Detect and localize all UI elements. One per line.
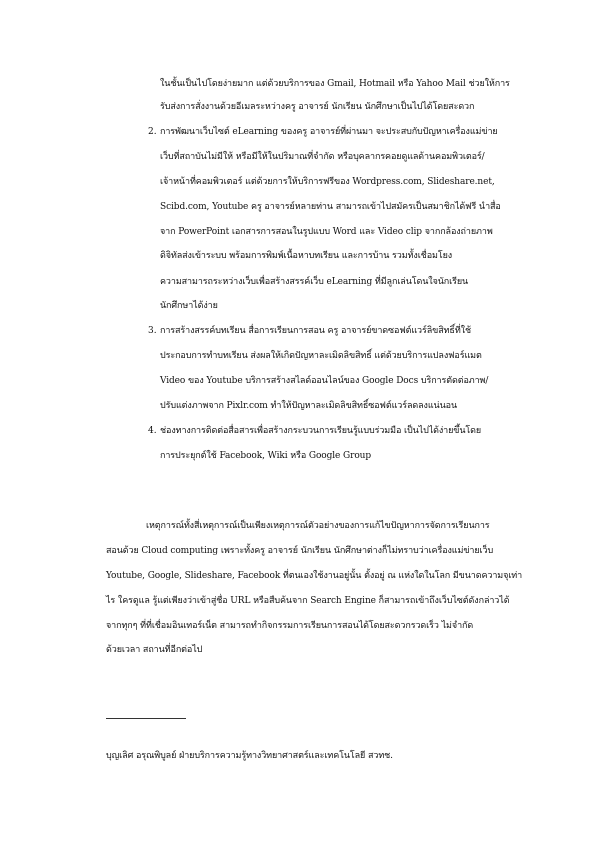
paragraph-line: จากทุกๆ ที่ที่เชื่อมอินเทอร์เน็ต สามารถทำกิจกรรมการเรียนการสอนได้โดยสะดวกรวดเร็ว ไม่จำกัด [106, 621, 474, 631]
paragraph-line: เหตุการณ์ทั้งสี่เหตุการณ์เป็นเพียงเหตุการณ์ตัวอย่างของการแก้ไขปัญหาการจัดการเรียนการ [146, 521, 490, 531]
list-item-number: 4. [148, 426, 157, 436]
list-item-line: นักศึกษาได้ง่าย [160, 301, 218, 311]
list-item-number: 3. [148, 326, 157, 336]
list-item-line: ดิจิทัลส่งเข้าระบบ พร้อมการพิมพ์เนื้อหาบทเรียน และการบ้าน รวมทั้งเชื่อมโยง [160, 251, 453, 261]
footnote-text: บุญเลิศ อรุณพิบูลย์ ฝ่ายบริการความรู้ทางวิทยาศาสตร์และเทคโนโลยี สวทช. [106, 751, 393, 761]
footnote-divider [106, 718, 186, 719]
list-item-line: ความสามารถระหว่างเว็บเพื่อสร้างสรรค์เว็บ eLearning ที่มีลูกเล่นโดนใจนักเรียน [160, 277, 469, 287]
list-item-line: Video ของ Youtube บริการสร้างสไลด์ออนไลน์ของ Google Docs บริการตัดต่อภาพ/ [160, 376, 489, 386]
intro-line: ในชั้นเป็นไปโดยง่ายมาก แต่ด้วยบริการของ Gmail, Hotmail หรือ Yahoo Mail ช่วยให้การ [160, 79, 510, 89]
list-item-line: เว็บที่สถาบันไม่มีให้ หรือมีให้ในปริมาณที่จำกัด หรือบุคลากรคอยดูแลด้านคอมพิวเตอร์/ [160, 152, 485, 162]
list-item-line: เจ้าหน้าที่คอมพิวเตอร์ แต่ด้วยการให้บริการฟรีของ Wordpress.com, Slideshare.net, [160, 177, 495, 187]
paragraph-line: Youtube, Google, Slideshare, Facebook ที่ตนเองใช้งานอยู่นั้น ตั้งอยู่ ณ แห่งใดในโลก มีขนาดความจุเท่า [106, 571, 523, 581]
list-item-line: ช่องทางการติดต่อสื่อสารเพื่อสร้างกระบวนการเรียนรู้แบบร่วมมือ เป็นไปได้ง่ายขึ้นโดย [160, 426, 482, 436]
list-item-line: Scibd.com, Youtube ครู อาจารย์หลายท่าน สามารถเข้าไปสมัครเป็นสมาชิกได้ฟรี นำสื่อ [160, 202, 501, 212]
list-item-line: จาก PowerPoint เอกสารการสอนในรูปแบบ Word และ Video clip จากกล้องถ่ายภาพ [160, 227, 493, 237]
list-item-number: 2. [148, 127, 157, 137]
paragraph-line: ไร ใครดูแล รู้แต่เพียงว่าเข้าสู่ชื่อ URL หรือสืบค้นจาก Search Engine ก็สามารถเข้าถึงเว็บไซต์ดังกล่าวได้ [106, 596, 510, 606]
intro-line: รับส่งการสั่งงานด้วยอีเมลระหว่างครู อาจารย์ นักเรียน นักศึกษาเป็นไปได้โดยสะดวก [160, 102, 475, 112]
list-item-line: การสร้างสรรค์บทเรียน สื่อการเรียนการสอน ครู อาจารย์ขาดซอฟต์แวร์ลิขสิทธิ์ที่ใช้ [160, 326, 471, 336]
paragraph-line: ด้วยเวลา สถานที่อีกต่อไป [106, 645, 203, 655]
paragraph-line: สอนด้วย Cloud computing เพราะทั้งครู อาจารย์ นักเรียน นักศึกษาต่างก็ไม่ทราบว่าเครื่องแม่ข่ายเว็บ [106, 546, 494, 556]
list-item-line: การประยุกต์ใช้ Facebook, Wiki หรือ Google Group [160, 451, 372, 461]
list-item-line: ปรับแต่งภาพจาก Pixlr.com ทำให้ปัญหาละเมิดลิขสิทธิ์ซอฟต์แวร์ลดลงแน่นอน [160, 401, 457, 411]
list-item-line: การพัฒนาเว็บไซต์ eLearning ของครู อาจารย์ที่ผ่านมา จะประสบกับปัญหาเครื่องแม่ข่าย [160, 127, 498, 137]
list-item-line: ประกอบการทำบทเรียน ส่งผลให้เกิดปัญหาละเมิดลิขสิทธิ์ แต่ด้วยบริการแปลงฟอร์แมต [160, 351, 482, 361]
